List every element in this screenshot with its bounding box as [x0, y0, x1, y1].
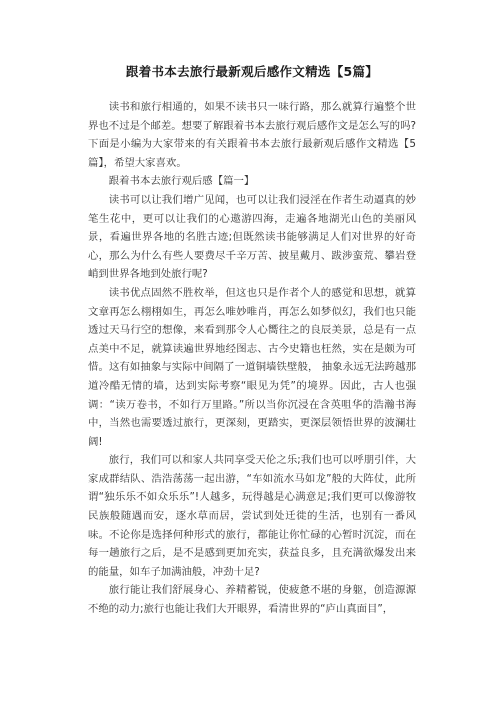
- document-title: 跟着书本去旅行最新观后感作文精选【5篇】: [125, 64, 379, 79]
- body-paragraph-4: 旅行能让我们舒展身心、养精蓄锐，使疲惫不堪的身躯，创造源源不绝的动力;旅行也能让我们大开眼界，看清世界的“庐山真面目”，: [88, 584, 416, 616]
- section-heading: 跟着书本去旅行观后感【篇一】: [108, 175, 255, 188]
- body-paragraph-1: 读书可以让我们增广见闻，也可以让我们浸淫在作者生动逼真的妙笔生花中，更可以让我们的心遨游四海，走遍各地湖光山色的美丽风景，看遍世界各地的名胜古迹;但既然读书能够满足人们对世界的好奇心，那么为什么有些人要费尽千辛万苦、披星戴月、跋涉蛮荒、攀岩登峭到世界各地到处旅行呢?: [88, 193, 416, 281]
- intro-paragraph: 读书和旅行相通的，如果不读书只一味行路，那么就算行遍整个世界也不过是个邮差。想要了解跟着书本去旅行观后感作文是怎么写的吗?下面是小编为大家带来的有关跟着书本去旅行最新观后感作文精选【5篇】，希望大家喜欢。: [88, 101, 416, 169]
- body-paragraph-2: 读书优点固然不胜枚举，但这也只是作者个人的感觉和思想，就算文章再怎么栩栩如生，再怎么唯妙唯肖，再怎么如梦似幻，我们也只能透过天马行空的想像，来看到那令人心嚮往之的良辰美景，总是有一点点美中不足，就算读遍世界地经图志、古今史籍也枉然，实在是颇为可惜。这有如抽象与实际中间隔了一道铜墙铁壁般， 抽象永远无法跨越那道冷酷无情的墙，达到实际考察“眼见为凭”的境界。因此，古人也强调：“读万卷书，不如行万里路。”所以当你沉浸在含英咀华的浩瀚书海中，当然也需要透过旅行，更深刻，更踏实，更深层领悟世界的波澜壮阔!: [88, 286, 416, 448]
- body-paragraph-3: 旅行，我们可以和家人共同享受天伦之乐;我们也可以呼朋引伴，大家成群结队、浩浩荡荡一起出游，“车如流水马如龙”般的大阵仗，此所谓“独乐乐不如众乐乐”!人越多，玩得越是心满意足;我们更可以像游牧民族般随遇而安，逐水草而居，尝试到处迁徙的生活，也别有一番风味。不论你是选择何种形式的旅行，都能让你忙碌的心暂时沉淀，而在每一趟旅行之后，是不是感到更加充实，获益良多，且充满欲爆发出来的能量，如车子加满油般，冲劲十足?: [88, 454, 416, 578]
